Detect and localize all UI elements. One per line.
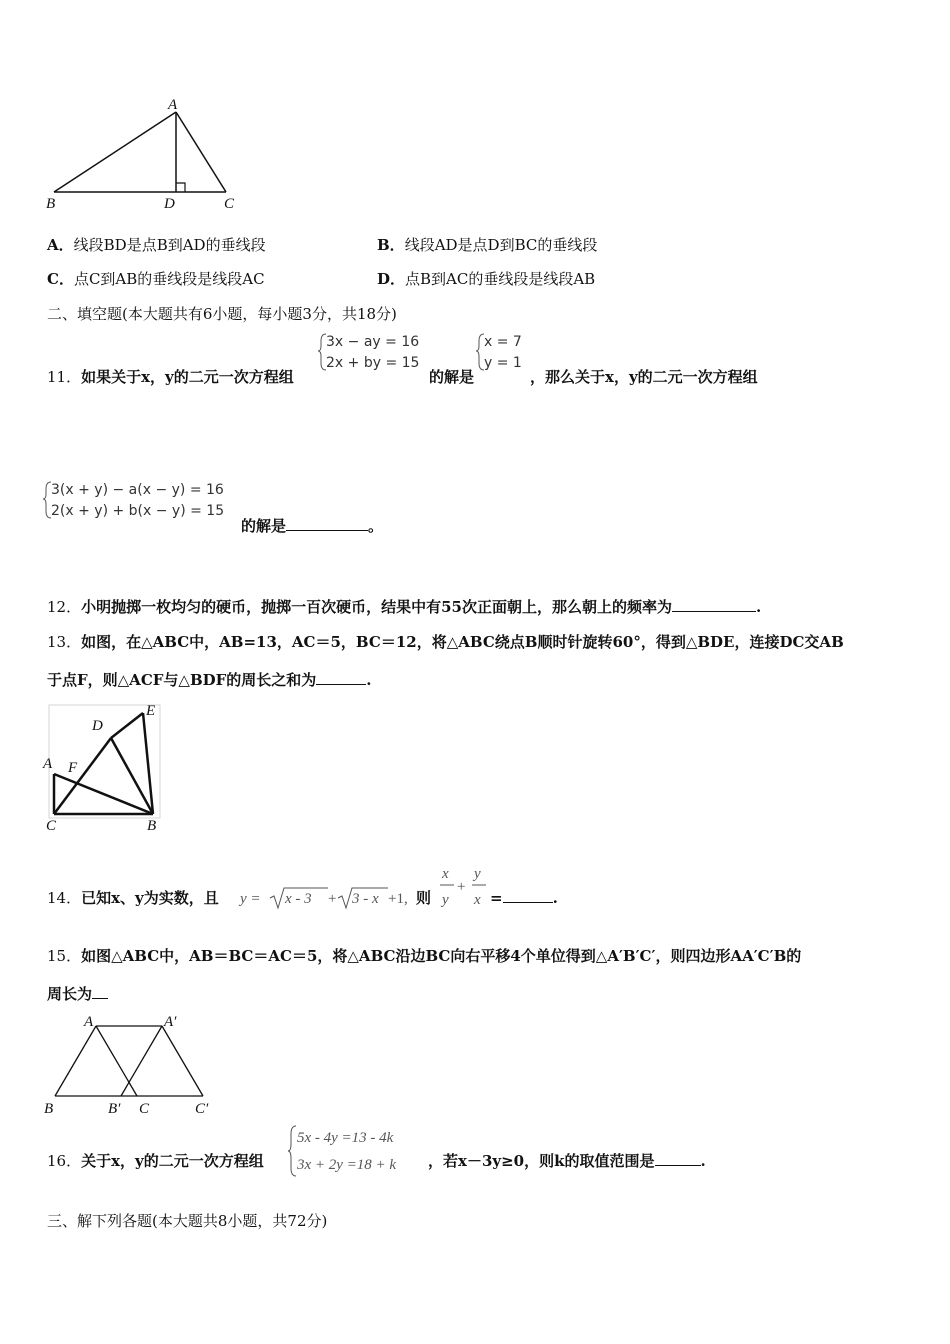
label-b: B — [44, 1101, 54, 1117]
q11-line1 — [47, 367, 294, 387]
q11-sys1-line1: 3x − ay = 16 — [326, 334, 420, 350]
q15-text-line1: 如图△ABC中，AB＝BC＝AC＝5，将△ABC沿边BC向右平移4个单位得到△A′B′C′，则四边形AA′C′B的 — [81, 947, 802, 965]
label-a: A — [168, 97, 178, 113]
q12-number: 12． — [47, 598, 82, 616]
q14-radicand-2: 3 - x — [352, 891, 379, 907]
label-a: A — [84, 1014, 94, 1030]
section-3-title: 三、解下列各题(本大题共8小题，共72分) — [47, 1212, 328, 1230]
q16 — [47, 1151, 264, 1171]
option-b-letter: B． — [377, 236, 405, 254]
q13-number: 13． — [47, 633, 82, 651]
q14-answer — [490, 888, 558, 908]
q14-frac1-num: x — [442, 866, 449, 882]
q14-plus-one: +1, — [388, 891, 408, 907]
q14-frac1-den: y — [442, 892, 449, 908]
q15-text-line2: 周长为 — [47, 985, 93, 1003]
q14-radicand-1: x - 3 — [285, 891, 312, 907]
q13-end: . — [366, 671, 372, 689]
q11-part3: ，那么关于x，y的二元一次方程组 — [530, 368, 758, 386]
q11-system-2 — [43, 478, 243, 522]
figure-q13-rotation — [40, 700, 165, 837]
q14-frac2-den: x — [474, 892, 481, 908]
q15-line2 — [47, 984, 108, 1004]
q16-part1: 关于x，y的二元一次方程组 — [81, 1152, 264, 1170]
option-b — [377, 235, 597, 255]
q11-part4: 的解是 — [241, 517, 287, 535]
q16-part2: ，若x－3y≥0，则k的取值范围是 — [428, 1152, 655, 1170]
label-d: D — [92, 718, 103, 734]
q14-answer-blank — [503, 888, 553, 903]
q11-sys2-line1: 3(x + y) − a(x − y) = 16 — [51, 482, 224, 498]
label-b: B — [147, 818, 157, 834]
q14-plus-2: + — [457, 879, 466, 895]
label-c: C — [139, 1101, 150, 1117]
q16-end: . — [700, 1152, 706, 1170]
q11-solution — [476, 330, 536, 374]
q14-plus-1: + — [328, 891, 337, 907]
q12 — [47, 597, 761, 617]
q16-number: 16． — [47, 1152, 82, 1170]
q13-answer-blank — [316, 670, 366, 685]
q11-part2: 的解是 — [429, 368, 475, 386]
q13-text-line2: 于点F，则△ACF与△BDF的周长之和为 — [47, 671, 317, 689]
figure-triangle-altitude — [40, 92, 250, 217]
label-b-prime: B′ — [108, 1101, 121, 1117]
label-c: C — [224, 196, 235, 212]
q13-line2 — [47, 670, 372, 690]
option-d — [377, 269, 595, 289]
option-a — [47, 235, 266, 255]
section-2-title: 二、填空题(本大题共有6小题，每小题3分，共18分) — [47, 305, 397, 323]
label-b: B — [46, 196, 56, 212]
q11-number: 11． — [47, 368, 82, 386]
q11-sol-line1: x = 7 — [484, 334, 522, 350]
label-d: D — [164, 196, 175, 212]
label-a-prime: A′ — [164, 1014, 177, 1030]
q14-end: . — [552, 889, 558, 907]
q14-formula — [238, 880, 418, 914]
q16-rest — [428, 1151, 706, 1171]
option-c-letter: C． — [47, 270, 74, 288]
q11-sys2-line2: 2(x + y) + b(x − y) = 15 — [51, 503, 225, 519]
q13-line1 — [47, 632, 844, 652]
label-f: F — [68, 760, 78, 776]
q12-text: 小明抛掷一枚均匀的硬币，抛掷一百次硬币，结果中有55次正面朝上，那么朝上的频率为 — [81, 598, 672, 616]
option-a-text: 线段BD是点B到AD的垂线段 — [73, 236, 266, 254]
q14-eq: = — [490, 889, 503, 907]
q14-frac2-num: y — [474, 866, 481, 882]
option-d-text: 点B到AC的垂线段是线段AB — [405, 270, 596, 288]
option-c — [47, 269, 265, 289]
q14-fraction-sum — [436, 860, 496, 912]
q14-formula-y: y = — [240, 891, 261, 907]
label-c: C — [46, 818, 57, 834]
q12-answer-blank — [672, 597, 756, 612]
label-e: E — [146, 703, 156, 719]
q14 — [47, 888, 219, 908]
q14-part1: 已知x、y为实数，且 — [81, 889, 219, 907]
q11-sol-line2: y = 1 — [484, 355, 522, 371]
q11-answer-line — [241, 516, 383, 536]
q16-system — [287, 1122, 437, 1180]
q11-part5: 。 — [368, 517, 384, 535]
q16-sys-line2: 3x + 2y =18 + k — [297, 1157, 397, 1173]
label-a: A — [43, 756, 53, 772]
q15-line1 — [47, 946, 801, 966]
figure-q15-translation — [40, 1010, 220, 1120]
q15-answer-blank — [92, 984, 108, 999]
q11-sys1-line2: 2x + by = 15 — [326, 355, 420, 371]
q13-text-line1: 如图，在△ABC中，AB=13，AC＝5，BC＝12，将△ABC绕点B顺时针旋转60°，得到△BDE，连接DC交AB — [81, 633, 844, 651]
q11-answer-blank — [286, 516, 368, 531]
option-b-text: 线段AD是点D到BC的垂线段 — [404, 236, 598, 254]
q15-number: 15． — [47, 947, 82, 965]
option-a-letter: A． — [47, 236, 74, 254]
option-c-text: 点C到AB的垂线段是线段AC — [73, 270, 265, 288]
q14-number: 14． — [47, 889, 82, 907]
q16-answer-blank — [655, 1151, 701, 1166]
q11-system-1 — [318, 330, 430, 374]
q14-part2: 则 — [416, 889, 432, 907]
q16-sys-line1: 5x - 4y =13 - 4k — [297, 1130, 394, 1146]
q12-end: . — [755, 598, 762, 616]
option-d-letter: D． — [377, 270, 406, 288]
q11-part1: 如果关于x，y的二元一次方程组 — [81, 368, 294, 386]
label-c-prime: C′ — [195, 1101, 209, 1117]
